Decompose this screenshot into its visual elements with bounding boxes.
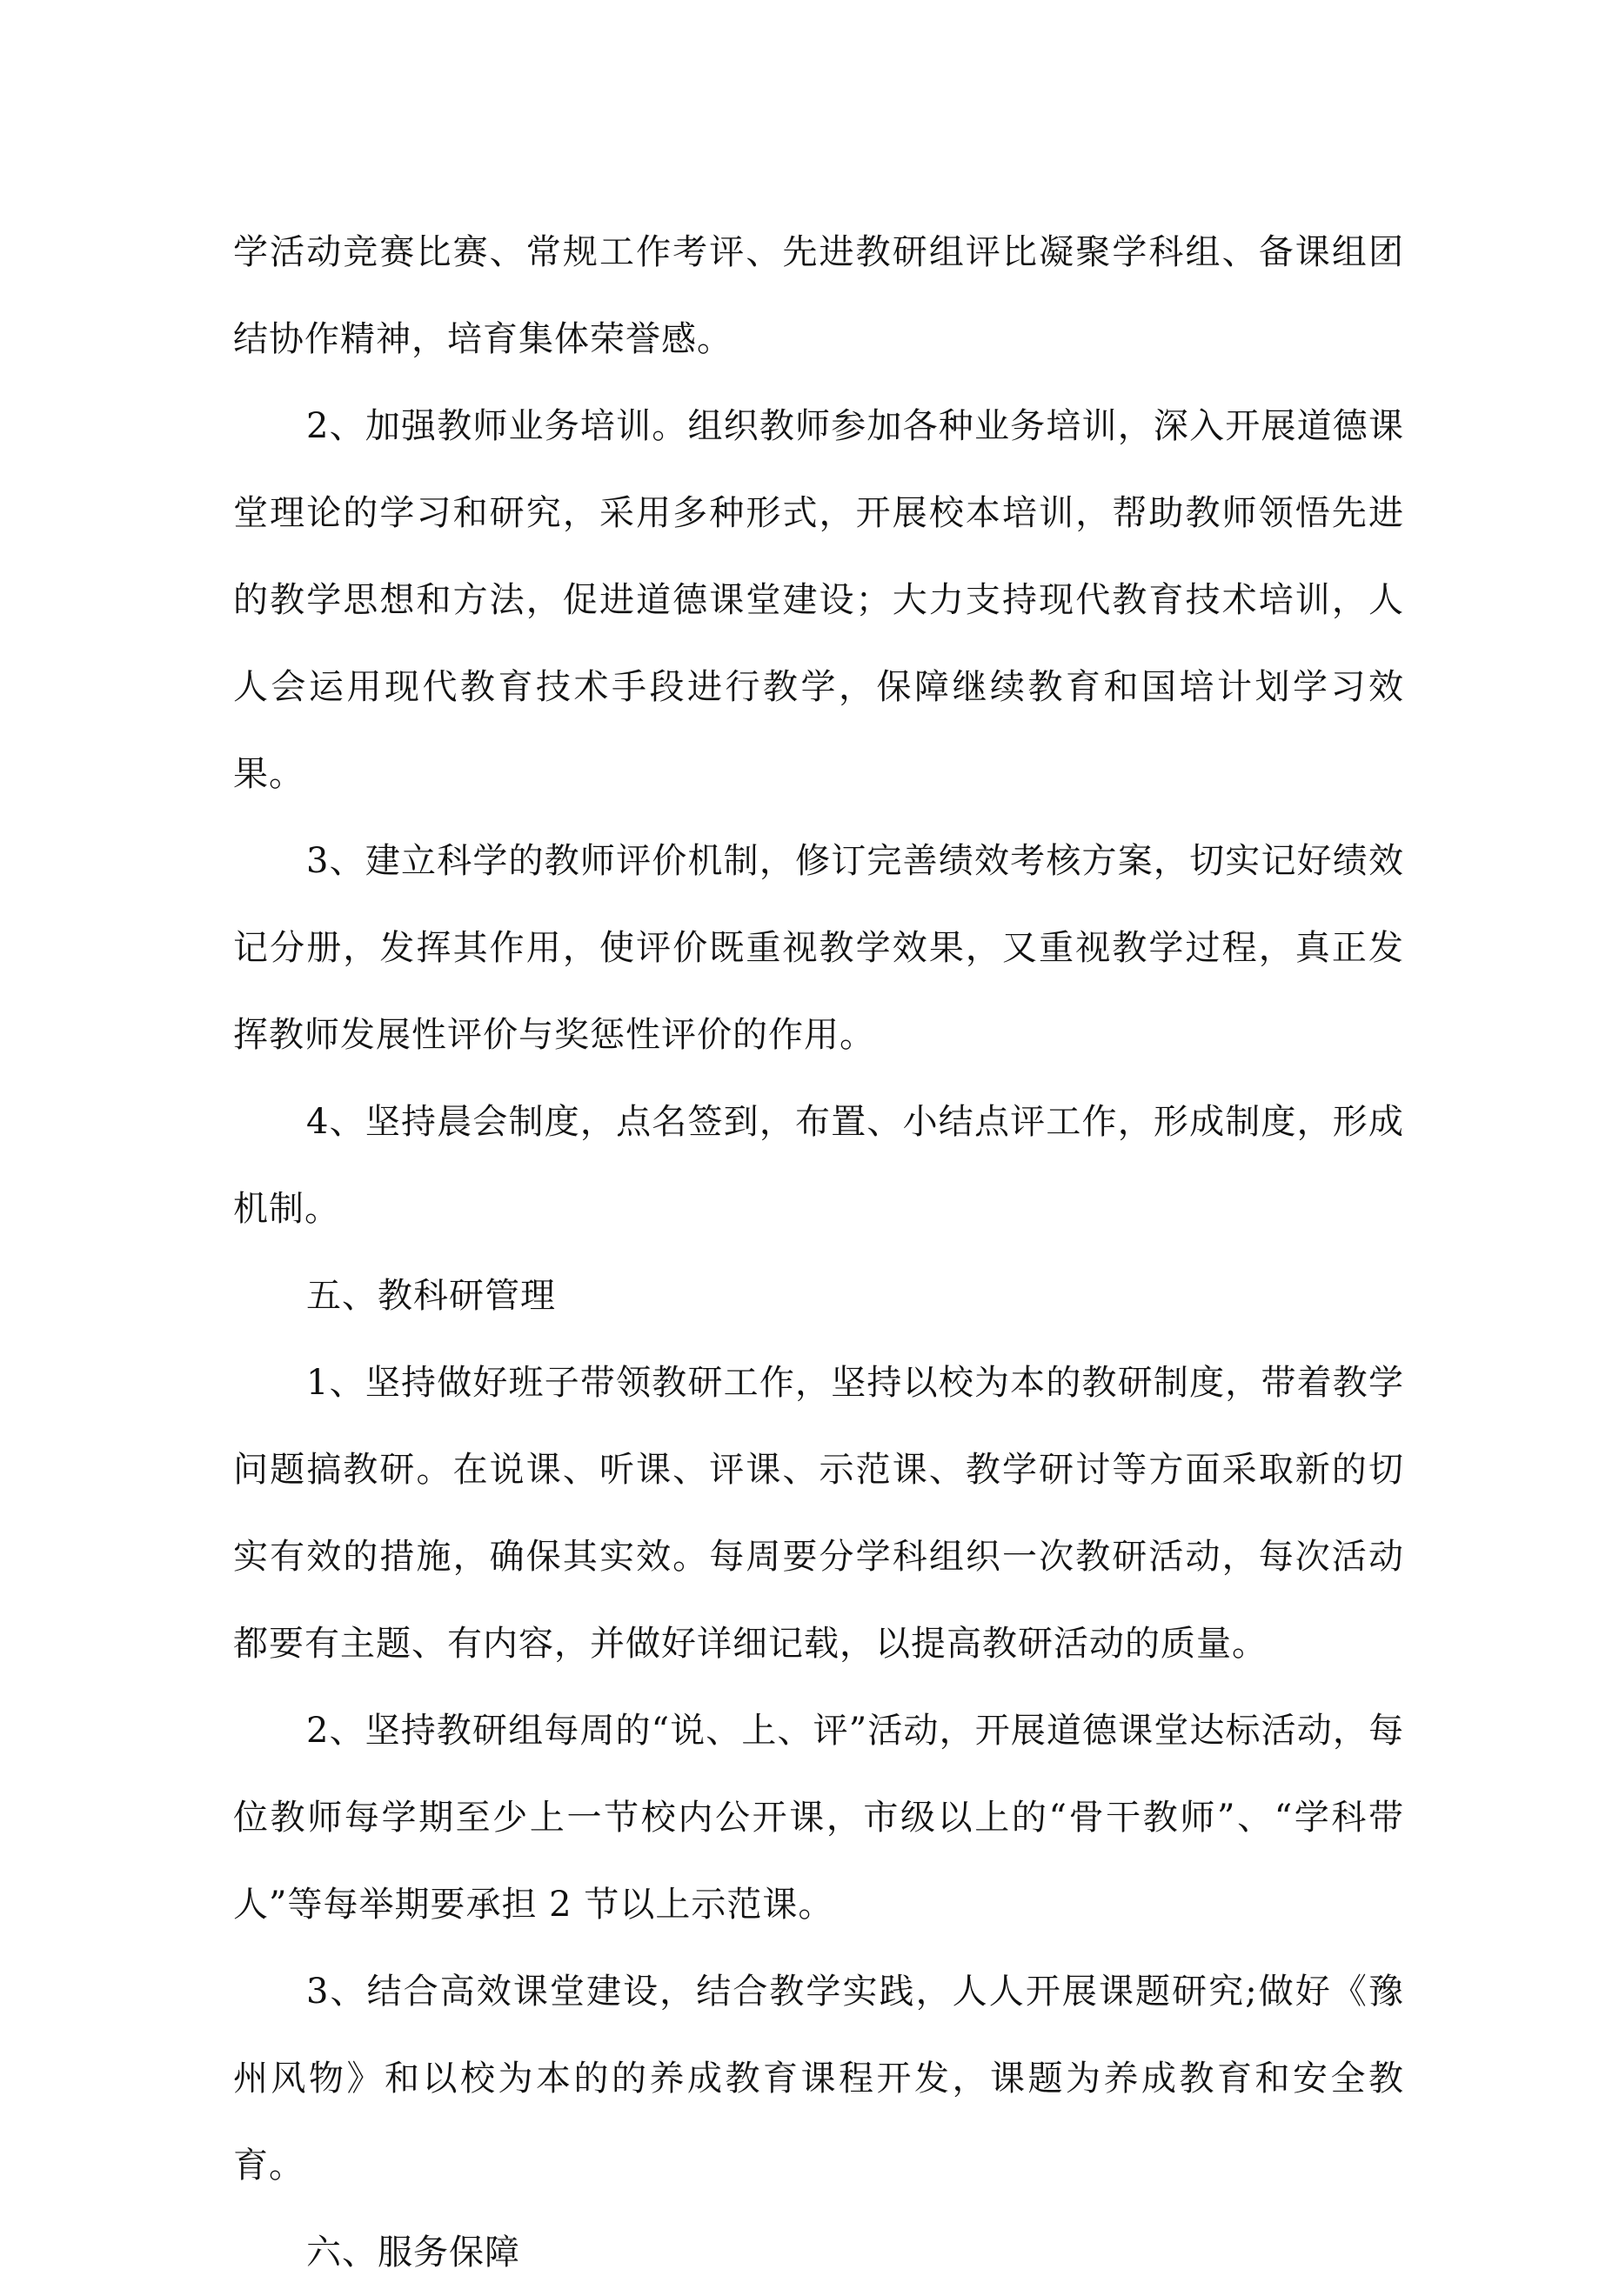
- paragraph-item-4: 4、坚持晨会制度，点名签到，布置、小结点评工作，形成制度，形成机制。: [233, 1102, 1404, 1229]
- paragraph-research-3: 3、结合高效课堂建设，结合教学实践，人人开展课题研究;做好《豫州风物》和以校为本的的养成教育课程开发，课题为养成教育和安全教育。: [233, 1972, 1404, 2186]
- paragraph-research-2: 2、坚持教研组每周的“说、上、评”活动，开展道德课堂达标活动，每位教师每学期至少上一节校内公开课，市级以上的“骨干教师”、“学科带人”等每举期要承担 2 节以上示范课。: [233, 1711, 1404, 1925]
- document-body: [233, 209, 1404, 2296]
- section-heading-service: 六、服务保障: [306, 2233, 520, 2273]
- section-heading-research: 五、教科研管理: [306, 1276, 556, 1316]
- paragraph-research-1: 1、坚持做好班子带领教研工作，坚持以校为本的教研制度，带着教学问题搞教研。在说课、听课、评课、示范课、教学研讨等方面采取新的切实有效的措施，确保其实效。每周要分学科组织一次教研活动，每次活动都要有主题、有内容，并做好详细记载，以提高教研活动的质量。: [233, 1363, 1404, 1664]
- paragraph-item-3: 3、建立科学的教师评价机制，修订完善绩效考核方案，切实记好绩效记分册，发挥其作用，使评价既重视教学效果，又重视教学过程，真正发挥教师发展性评价与奖惩性评价的作用。: [233, 841, 1404, 1055]
- paragraph-continuation: 学活动竞赛比赛、常规工作考评、先进教研组评比凝聚学科组、备课组团结协作精神，培育集体荣誉感。: [233, 232, 1404, 359]
- paragraph-item-2: 2、加强教师业务培训。组织教师参加各种业务培训，深入开展道德课堂理论的学习和研究，采用多种形式，开展校本培训，帮助教师领悟先进的教学思想和方法，促进道德课堂建设；大力支持现代教育技术培训，人人会运用现代教育技术手段进行教学，保障继续教育和国培计划学习效果。: [233, 406, 1404, 794]
